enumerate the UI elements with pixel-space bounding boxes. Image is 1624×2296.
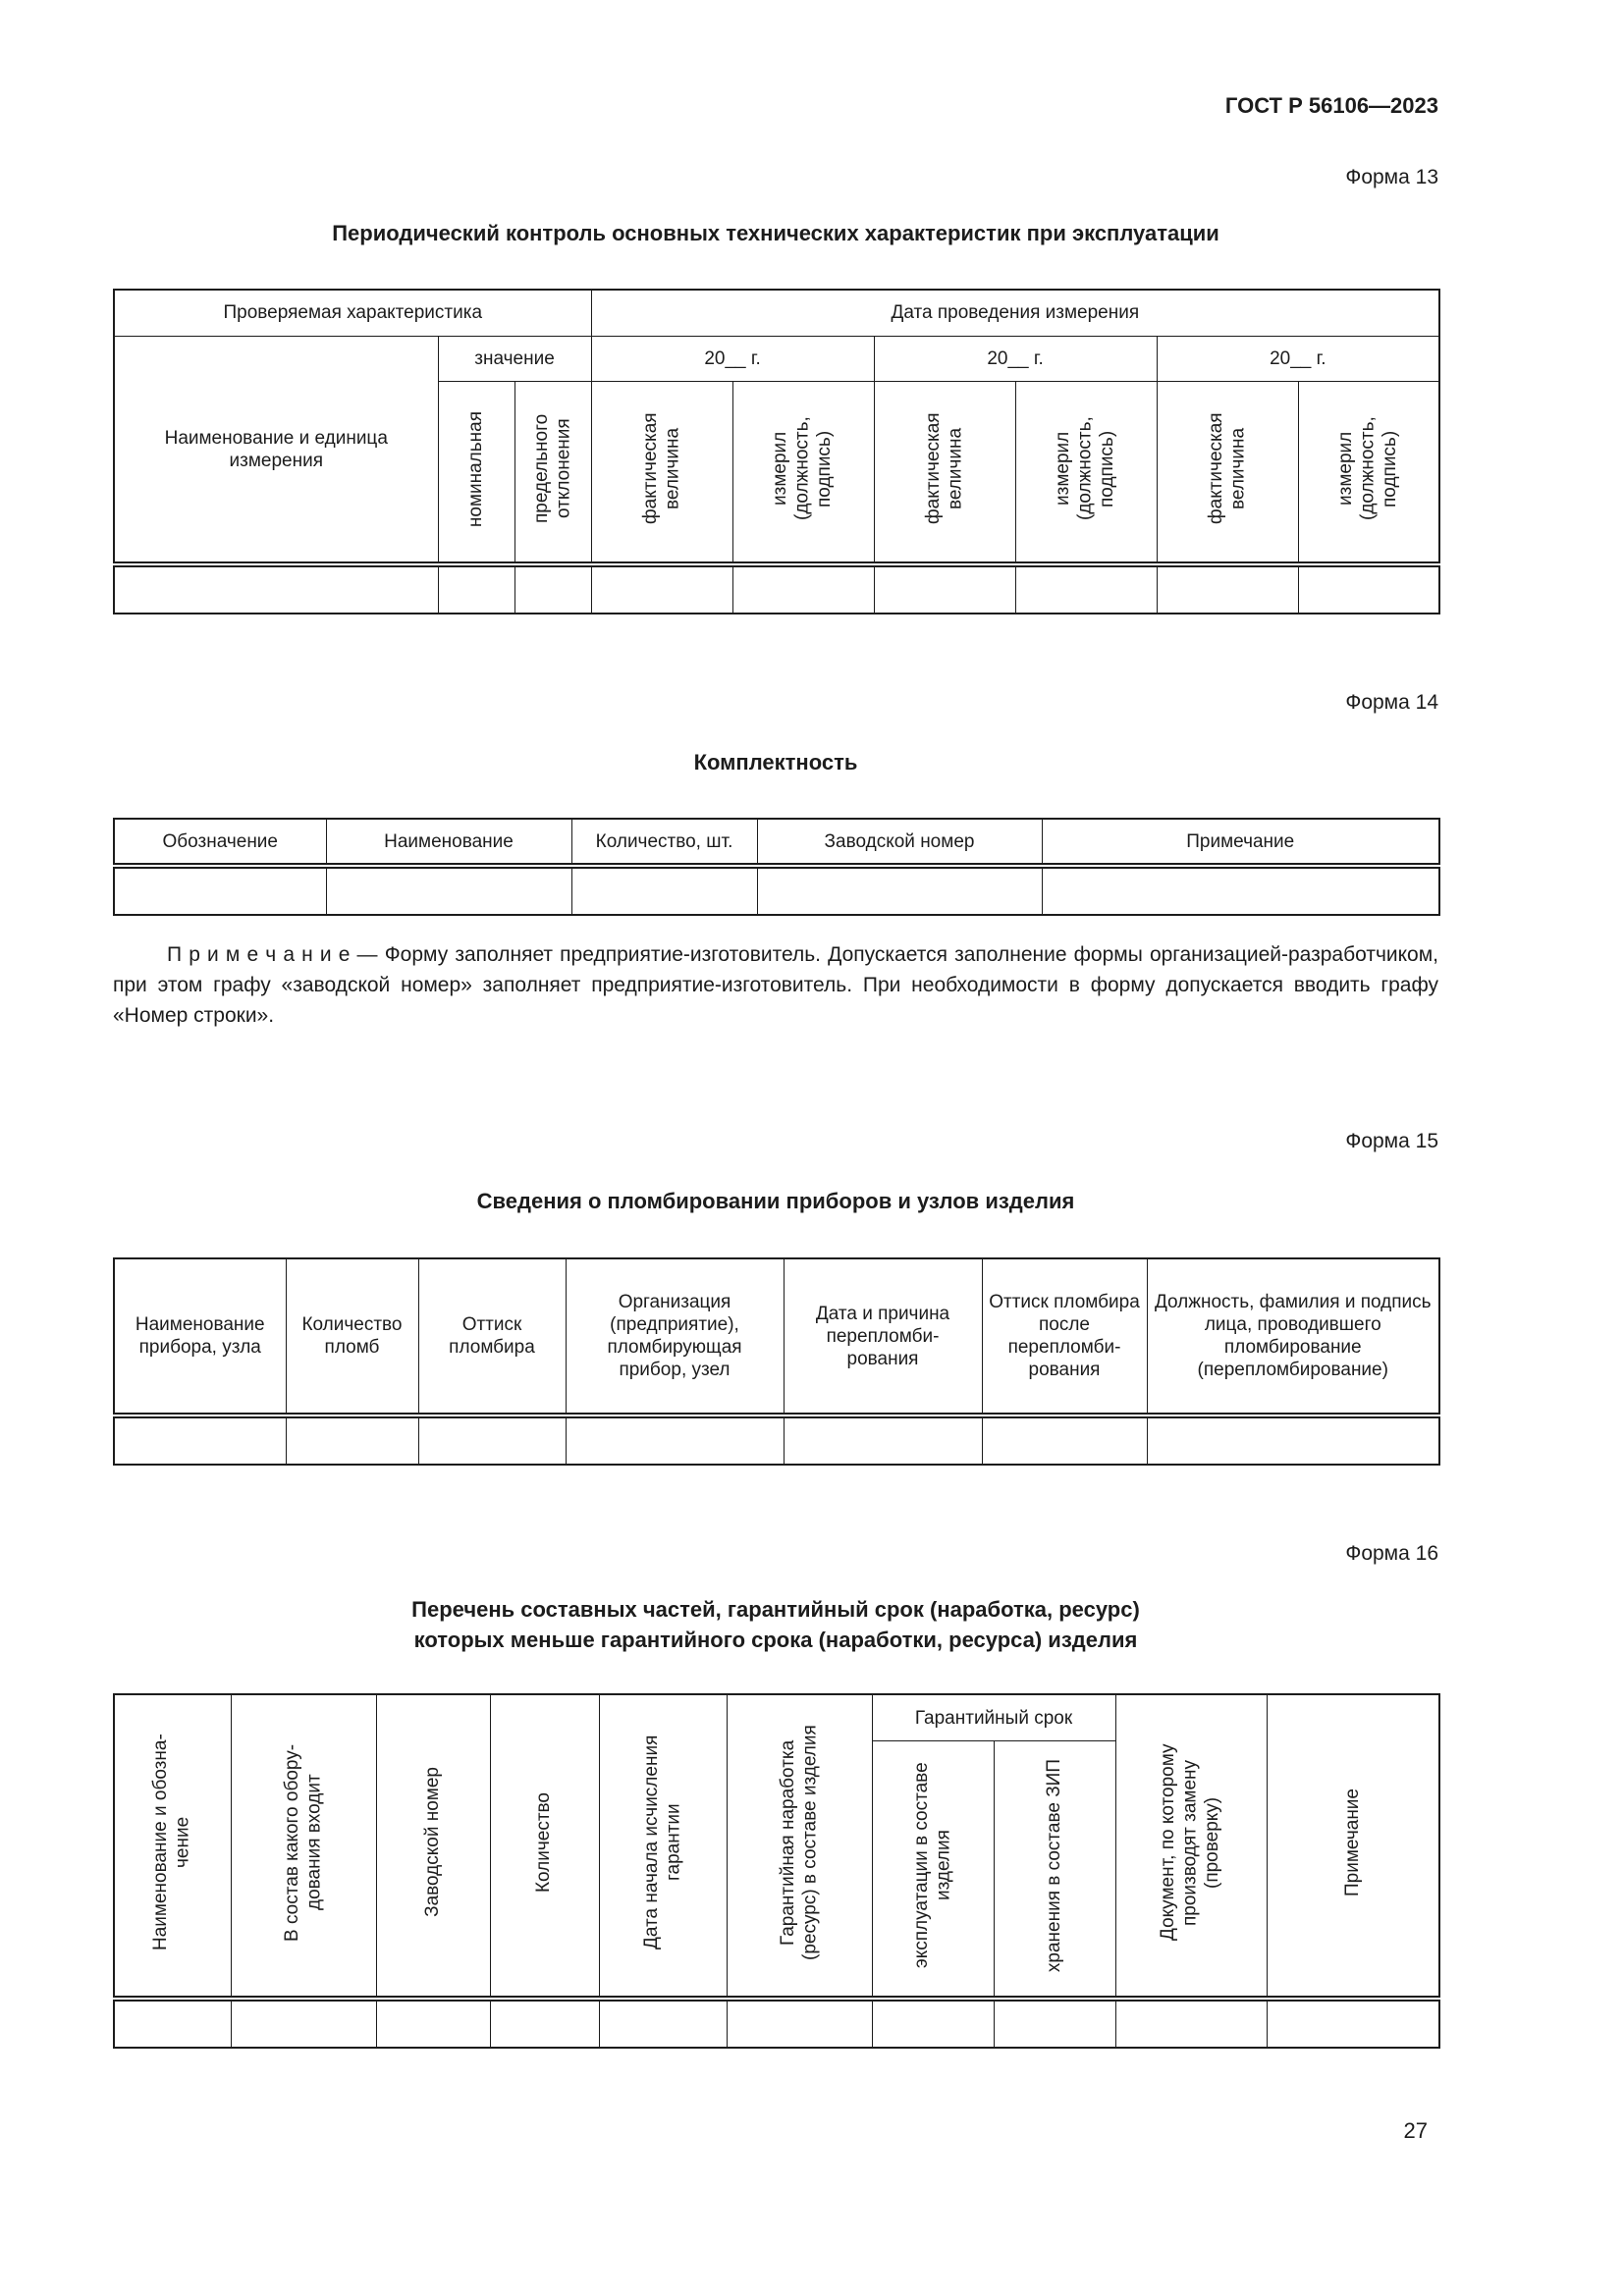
- col-header-name-and-unit: Наименование и единица измерения: [114, 337, 438, 565]
- form16-title-line2: которых меньше гарантийного срока (наработки, ресурса) изделия: [413, 1628, 1138, 1653]
- col-header-quantity: Количество, шт.: [571, 819, 757, 866]
- col-header-actual-value-3: [1157, 382, 1298, 565]
- empty-cell: [1298, 564, 1439, 614]
- col-header-part-of-equipment-label: В состав какого обору- дования входит: [281, 1743, 324, 1942]
- col-header-max-deviation: [514, 382, 591, 565]
- empty-cell: [727, 1999, 872, 2048]
- col-header-serial-number-label: Заводской номер: [421, 1767, 443, 1918]
- col-header-max-deviation-label: предельного отклонения: [530, 414, 574, 524]
- empty-cell: [784, 1415, 982, 1465]
- col-header-designation: Обозначение: [114, 819, 326, 866]
- col-header-measured-by-2: [1015, 382, 1157, 565]
- empty-cell: [1015, 564, 1157, 614]
- empty-cell: [326, 866, 571, 915]
- empty-cell: [114, 1999, 231, 2048]
- col-header-storage-in-spares-label: хранения в составе ЗИП: [1043, 1758, 1064, 1972]
- doc-code: ГОСТ Р 56106—2023: [1224, 93, 1438, 118]
- col-header-warranty-operating-time-label: Гарантийная наработка (ресурс) в составе изделия: [777, 1724, 820, 1960]
- empty-cell: [757, 866, 1042, 915]
- spacer: [113, 1466, 1438, 1542]
- empty-cell: [286, 1415, 418, 1465]
- col-header-actual-value-2-label: фактическая величина: [922, 413, 966, 525]
- empty-cell: [114, 1415, 286, 1465]
- col-header-actual-value-1-label: фактическая величина: [639, 413, 683, 525]
- col-header-value: значение: [438, 337, 591, 382]
- col-header-sealing-organization: Организация (предприятие), пломбирующая прибор, узел: [566, 1258, 784, 1415]
- col-header-warranty-start-date: [599, 1694, 727, 1999]
- empty-cell: [418, 1415, 566, 1465]
- col-header-seal-count: Количество пломб: [286, 1258, 418, 1415]
- col-header-operation-in-product-label: эксплуатации в составе изделия: [910, 1762, 953, 1969]
- form15-table: [113, 1257, 1440, 1466]
- col-header-nominal-label: номинальная: [464, 410, 486, 527]
- spacer: [113, 614, 1438, 691]
- col-header-warranty-period: Гарантийный срок: [872, 1694, 1115, 1741]
- col-header-resealing-date-reason: Дата и причина перепломби- рования: [784, 1258, 982, 1415]
- col-header-part-of-equipment: [231, 1694, 376, 1999]
- form14-label: Форма 14: [1345, 691, 1438, 715]
- col-header-name-designation-label: Наименование и обозна- чение: [150, 1734, 193, 1951]
- form16-title-line1: Перечень составных частей, гарантийный срок (наработка, ресурс): [411, 1597, 1140, 1623]
- page-number: 27: [1403, 2118, 1428, 2143]
- col-header-characteristic: Проверяемая характеристика: [114, 290, 591, 337]
- col-header-sealer-position-signature: Должность, фамилия и подпись лица, проводившего пломбирование (перепломбирование): [1147, 1258, 1439, 1415]
- col-header-nominal: [438, 382, 514, 565]
- form16-empty-row: [114, 1999, 1439, 2048]
- col-header-serial-number: Заводской номер: [757, 819, 1042, 866]
- col-header-measured-by-3: [1298, 382, 1439, 565]
- empty-cell: [982, 1415, 1147, 1465]
- form13-title: Периодический контроль основных технических характеристик при эксплуатации: [332, 221, 1219, 245]
- col-header-measurement-date: Дата проведения измерения: [591, 290, 1439, 337]
- col-header-note: [1267, 1694, 1439, 1999]
- empty-cell: [114, 866, 326, 915]
- col-header-measured-by-2-label: измерил (должность, подпись): [1053, 416, 1118, 521]
- col-header-measured-by-1: [732, 382, 874, 565]
- empty-cell: [1267, 1999, 1439, 2048]
- empty-cell: [1157, 564, 1298, 614]
- form14-title: Комплектность: [693, 750, 858, 775]
- col-header-note: Примечание: [1042, 819, 1439, 866]
- col-header-device-name: Наименование прибора, узла: [114, 1258, 286, 1415]
- empty-cell: [1147, 1415, 1439, 1465]
- empty-cell: [438, 564, 514, 614]
- col-header-measured-by-1-label: измерил (должность, подпись): [770, 416, 836, 521]
- empty-cell: [566, 1415, 784, 1465]
- col-header-year-1: 20__ г.: [591, 337, 874, 382]
- empty-cell: [732, 564, 874, 614]
- col-header-replacement-document: [1115, 1694, 1267, 1999]
- form16-label: Форма 16: [1345, 1542, 1438, 1566]
- form15-empty-row: [114, 1415, 1439, 1465]
- empty-cell: [376, 1999, 490, 2048]
- form13-table: [113, 289, 1440, 615]
- empty-cell: [490, 1999, 599, 2048]
- form14-table: [113, 818, 1440, 916]
- empty-cell: [1115, 1999, 1267, 2048]
- col-header-note-label: Примечание: [1341, 1788, 1363, 1896]
- form15-title: Сведения о пломбировании приборов и узлов изделия: [476, 1188, 1075, 1213]
- col-header-actual-value-3-label: фактическая величина: [1205, 413, 1249, 525]
- col-header-quantity: [490, 1694, 599, 1999]
- form15-label: Форма 15: [1345, 1129, 1438, 1152]
- col-header-storage-in-spares: [994, 1741, 1115, 1999]
- col-header-name: Наименование: [326, 819, 571, 866]
- col-header-replacement-document-label: Документ, по которому производят замену (проверку): [1158, 1743, 1223, 1941]
- col-header-seal-imprint: Оттиск пломбира: [418, 1258, 566, 1415]
- empty-cell: [994, 1999, 1115, 2048]
- col-header-measured-by-3-label: измерил (должность, подпись): [1335, 416, 1401, 521]
- empty-cell: [874, 564, 1015, 614]
- spacer: [113, 1032, 1438, 1130]
- empty-cell: [1042, 866, 1439, 915]
- form14-note: П р и м е ч а н и е — Форму заполняет предприятие-изготовитель. Допускается заполнение формы организацией-разработчиком, при этом графу «заводской номер» заполняет предприятие-изготовитель. При необходимости в форму допускается вводить графу «Номер строки».: [113, 943, 1438, 1028]
- empty-cell: [231, 1999, 376, 2048]
- form13-empty-row: [114, 564, 1439, 614]
- col-header-serial-number: [376, 1694, 490, 1999]
- col-header-seal-imprint-after: Оттиск пломбира после перепломби- рования: [982, 1258, 1147, 1415]
- form14-empty-row: [114, 866, 1439, 915]
- col-header-year-2: 20__ г.: [874, 337, 1157, 382]
- empty-cell: [571, 866, 757, 915]
- col-header-actual-value-2: [874, 382, 1015, 565]
- col-header-warranty-start-date-label: Дата начала исчисления гарантии: [640, 1735, 683, 1949]
- empty-cell: [514, 564, 591, 614]
- col-header-year-3: 20__ г.: [1157, 337, 1439, 382]
- col-header-operation-in-product: [872, 1741, 994, 1999]
- form13-label: Форма 13: [1345, 166, 1438, 188]
- col-header-name-designation: [114, 1694, 231, 1999]
- empty-cell: [599, 1999, 727, 2048]
- col-header-warranty-operating-time: [727, 1694, 872, 1999]
- empty-cell: [872, 1999, 994, 2048]
- form16-table: [113, 1693, 1440, 2049]
- empty-cell: [114, 564, 438, 614]
- col-header-quantity-label: Количество: [533, 1791, 555, 1893]
- col-header-actual-value-1: [591, 382, 732, 565]
- empty-cell: [591, 564, 732, 614]
